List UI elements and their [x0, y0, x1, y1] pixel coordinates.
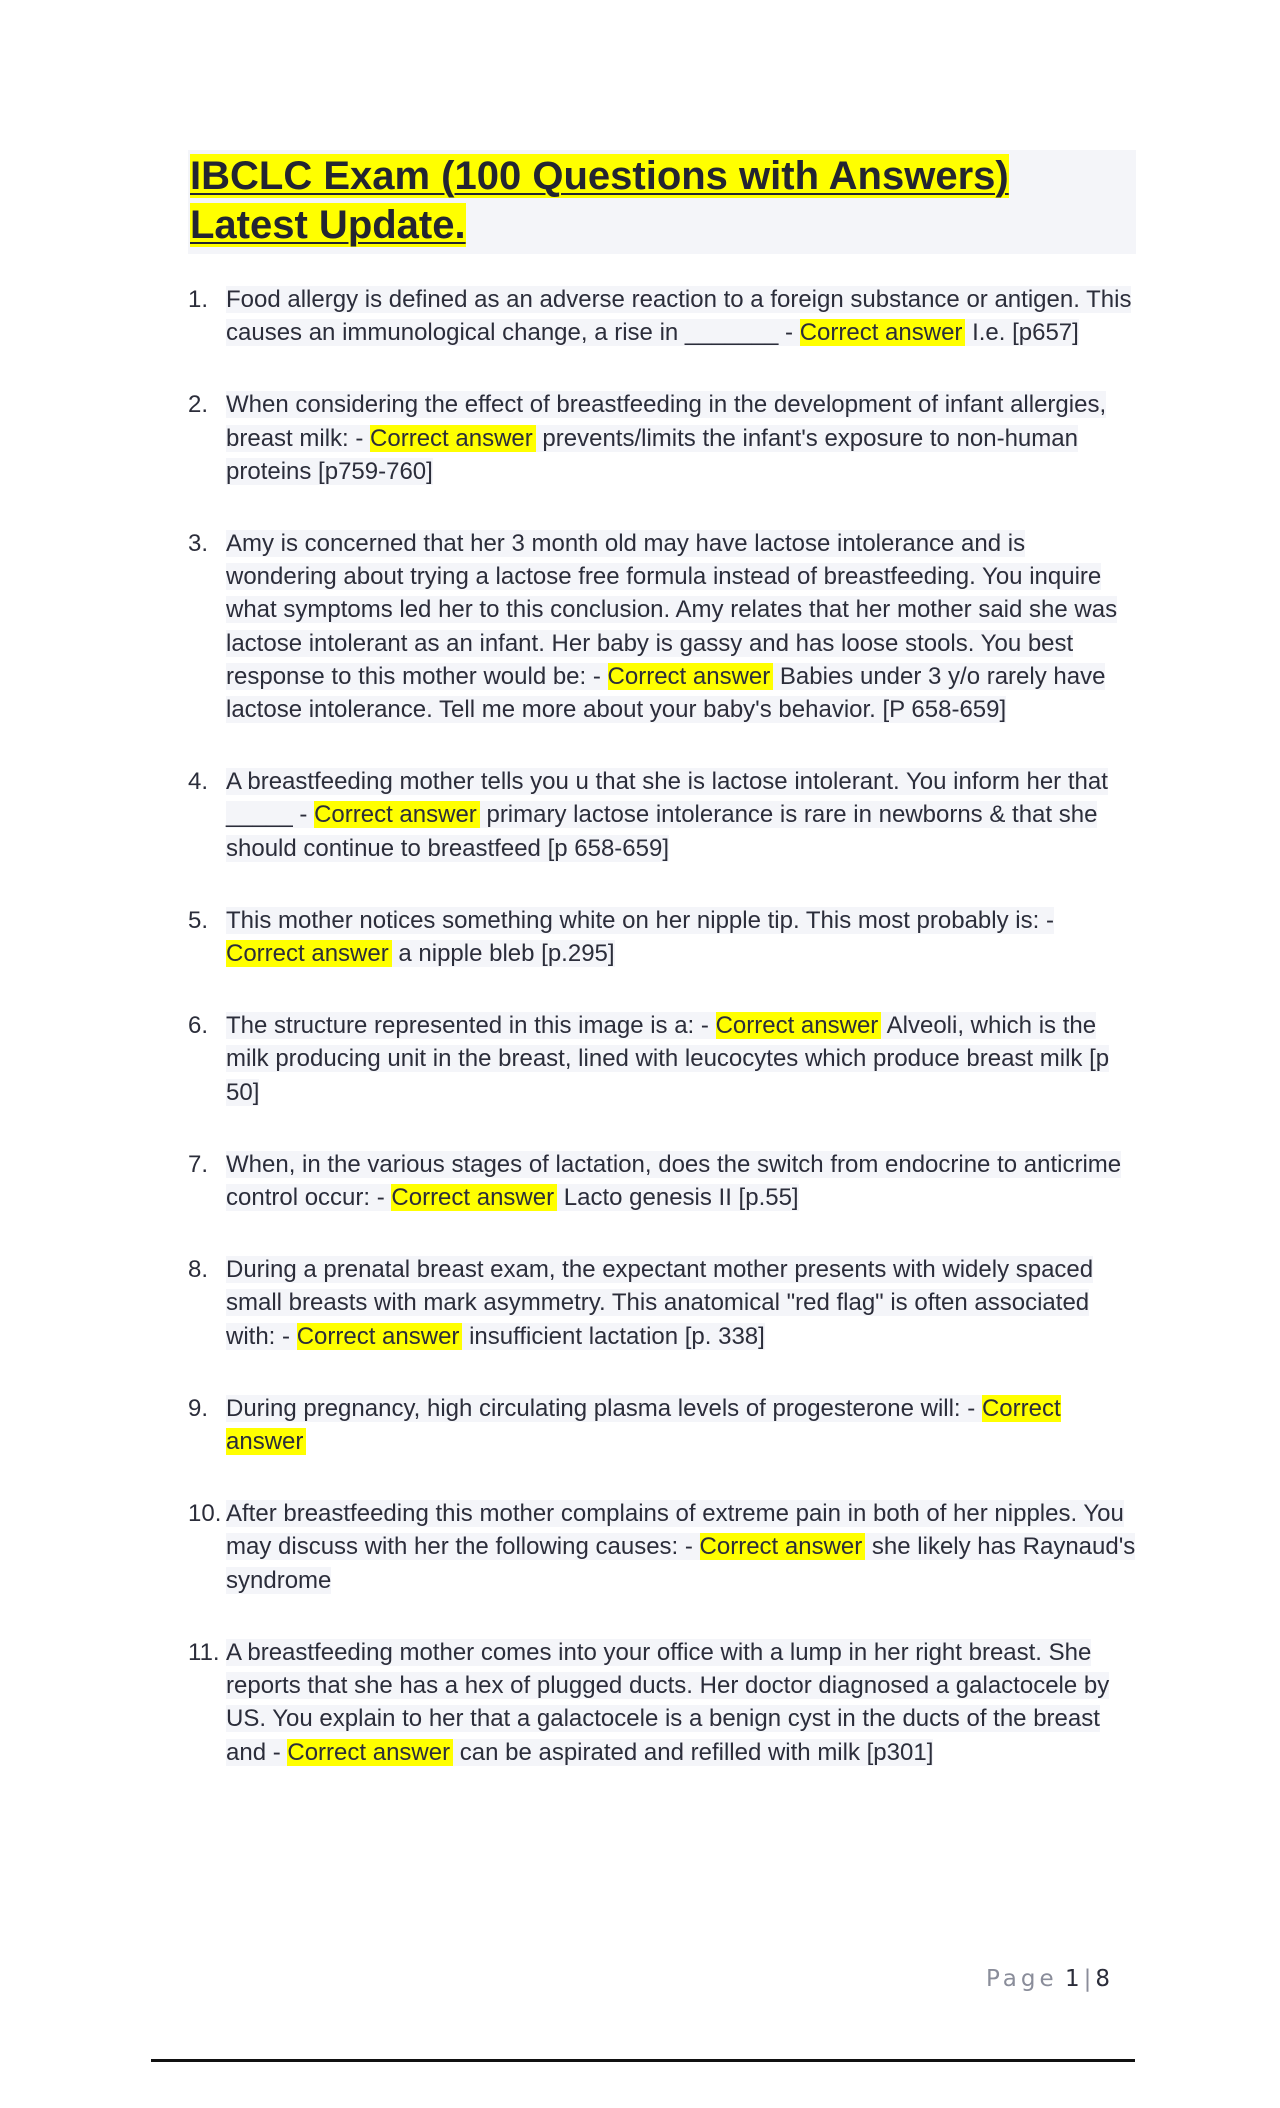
- answer-text: a nipple bleb [p.295]: [391, 940, 615, 968]
- page-label: Page: [985, 1966, 1058, 1992]
- question-text: During pregnancy, high circulating plasma levels of progesterone will: -: [226, 1394, 982, 1422]
- answer-text: insufficient lactation [p. 338]: [462, 1322, 765, 1350]
- question-text: During a prenatal breast exam, the expectant mother presents with widely spaced small breasts with mark asymmetry. This anatomical "red flag" is often associated with: -: [226, 1256, 1094, 1350]
- question-item: [188, 1148, 1138, 1214]
- question-text: A breastfeeding mother comes into your office with a lump in her right breast. She reports that she has a hex of plugged ducts. Her doctor diagnosed a galactocele by US. You explain to her that a galactocele is a benign cyst in the ducts of the breast and -: [226, 1638, 1110, 1766]
- question-text: This mother notices something white on her nipple tip. This most probably is: -: [226, 906, 1054, 934]
- page-separator: |: [1083, 1966, 1092, 1992]
- correct-answer-label: Correct answer: [800, 319, 966, 346]
- question-number: 2.: [188, 391, 209, 419]
- correct-answer-label: Correct answer: [287, 1739, 453, 1766]
- page-number: [986, 1966, 1110, 1992]
- question-item: [188, 1497, 1138, 1597]
- question-text: A breastfeeding mother tells you u that she is lactose intolerant. You inform her that _____ -: [226, 768, 1108, 829]
- question-number: 7.: [188, 1150, 209, 1178]
- question-text: When, in the various stages of lactation, does the switch from endocrine to anticrime control occur: -: [226, 1150, 1122, 1212]
- answer-text: she likely has Raynaud's syndrome: [226, 1533, 1136, 1594]
- question-item: [188, 283, 1138, 349]
- answer-text: Lacto genesis II [p.55]: [557, 1184, 799, 1212]
- question-text: Amy is concerned that her 3 month old may have lactose intolerance and is wondering about trying a lactose free formula instead of breastfeeding. You inquire what symptoms led her to this conclusion. Amy relates that her mother said she was lactose intolerant as an infant. Her baby is gassy and has loose stools. You best response to this mother would be: -: [226, 530, 1118, 690]
- answer-text: Babies under 3 y/o rarely have lactose intolerance. Tell me more about your baby's behavior. [P 658-659]: [226, 662, 1106, 724]
- question-number: 3.: [188, 530, 209, 558]
- question-text: Food allergy is defined as an adverse reaction to a foreign substance or antigen. This causes an immunological change, a rise in _______ -: [226, 286, 1132, 347]
- question-number: 5.: [188, 906, 209, 934]
- answer-text: I.e. [p657]: [965, 319, 1079, 347]
- question-item: [188, 765, 1138, 865]
- answer-text: Alveoli, which is the milk producing unit in the breast, lined with leucocytes which produce breast milk [p 50]: [226, 1012, 1110, 1106]
- question-item: [188, 527, 1138, 726]
- correct-answer-label: Correct answer: [226, 1394, 1061, 1456]
- question-item: [188, 388, 1138, 488]
- question-number: 4.: [188, 768, 209, 796]
- question-text: The structure represented in this image is a: -: [226, 1012, 716, 1040]
- correct-answer-label: Correct answer: [608, 663, 774, 690]
- question-text: When considering the effect of breastfeeding in the development of infant allergies, breast milk: -: [226, 391, 1107, 452]
- correct-answer-label: Correct answer: [716, 1012, 882, 1039]
- correct-answer-label: Correct answer: [297, 1323, 463, 1350]
- question-item: [188, 1636, 1138, 1769]
- question-item: [188, 1253, 1138, 1353]
- question-number: 6.: [188, 1012, 209, 1040]
- correct-answer-label: Correct answer: [370, 425, 536, 452]
- answer-text: prevents/limits the infant's exposure to non-human proteins [p759-760]: [226, 424, 1078, 485]
- question-item: [188, 1392, 1138, 1458]
- question-number: 11.: [188, 1638, 220, 1666]
- title-line-2: Latest Update.: [190, 203, 466, 247]
- current-page: 1: [1064, 1966, 1080, 1992]
- question-number: 9.: [188, 1394, 209, 1422]
- correct-answer-label: Correct answer: [391, 1184, 557, 1211]
- question-text: After breastfeeding this mother complains of extreme pain in both of her nipples. You may discuss with her the following causes: -: [226, 1500, 1124, 1561]
- correct-answer-label: Correct answer: [314, 801, 480, 828]
- answer-text: can be aspirated and refilled with milk [p301]: [453, 1738, 934, 1766]
- correct-answer-label: Correct answer: [700, 1533, 866, 1560]
- question-item: [188, 904, 1138, 970]
- document-title: [188, 150, 1136, 254]
- question-number: 8.: [188, 1256, 209, 1284]
- answer-text: primary lactose intolerance is rare in newborns & that she should continue to breastfeed [p 658-659]: [226, 801, 1098, 862]
- question-list: [188, 283, 1138, 1808]
- question-number: 10.: [188, 1500, 222, 1528]
- question-number: 1.: [188, 286, 209, 313]
- total-pages: 8: [1095, 1966, 1110, 1992]
- question-item: [188, 1009, 1138, 1109]
- correct-answer-label: Correct answer: [226, 940, 392, 967]
- footer-divider: [151, 2059, 1135, 2062]
- title-line-1: IBCLC Exam (100 Questions with Answers): [190, 154, 1009, 198]
